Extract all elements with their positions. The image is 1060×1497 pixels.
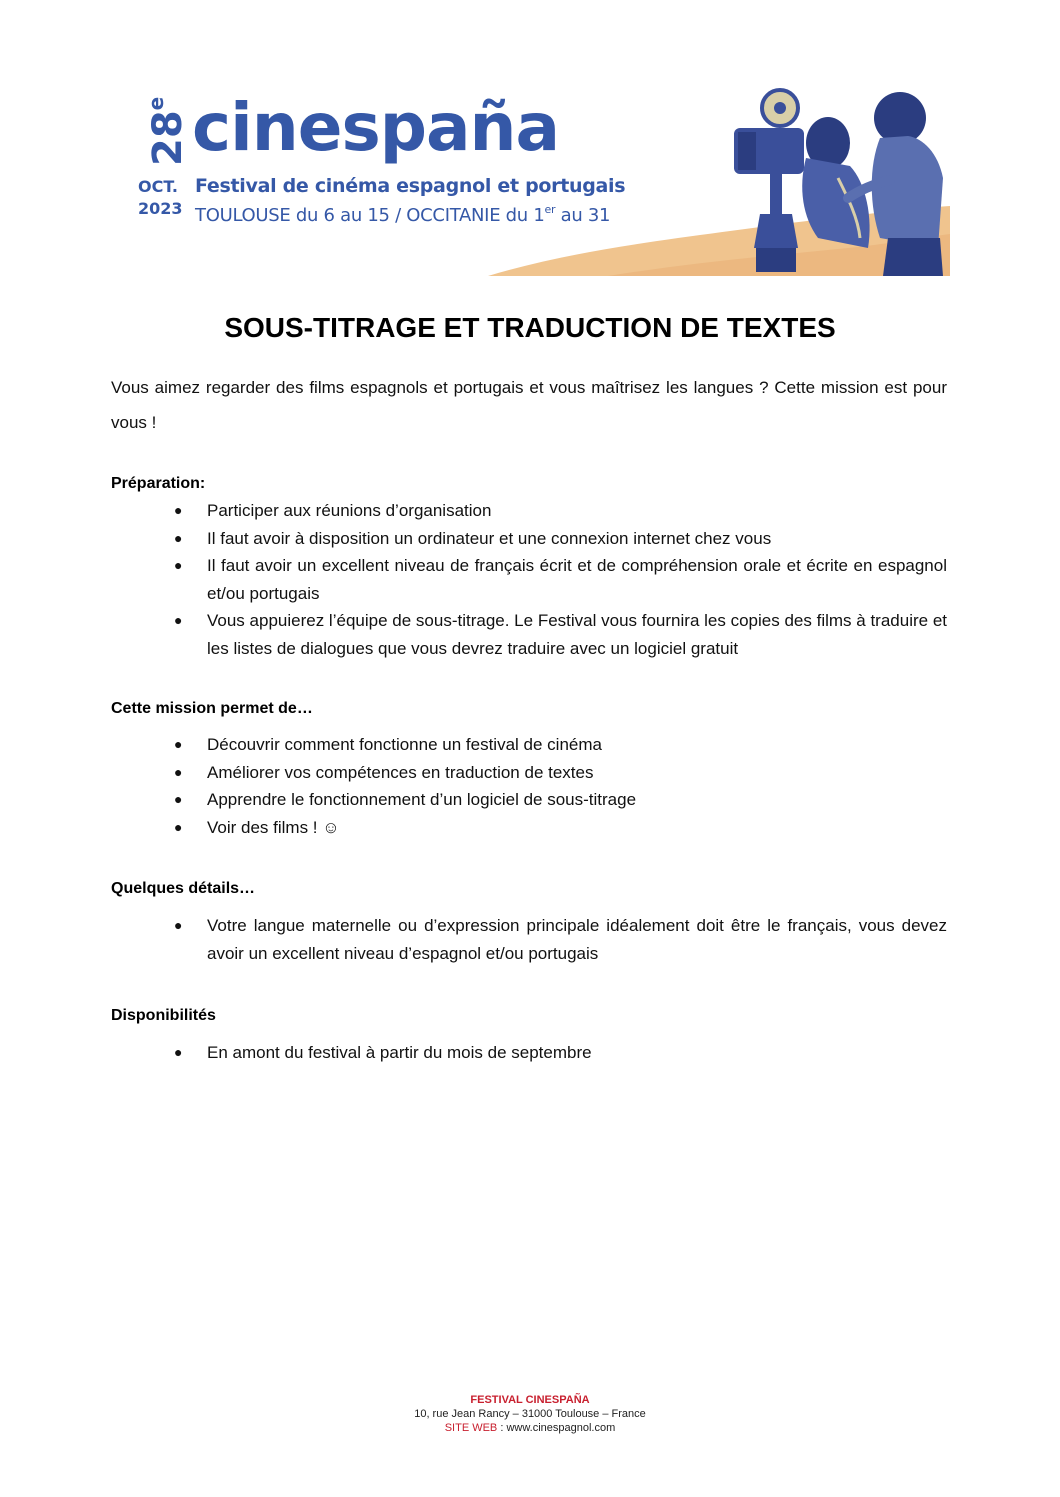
edition-badge <box>132 96 191 166</box>
footer-web-label: SITE WEB <box>444 1422 498 1434</box>
preparation-list <box>111 497 947 662</box>
edition-suffix: e <box>144 96 168 111</box>
footer-web-link[interactable]: www.cinespagnol.com <box>506 1422 616 1434</box>
bullet-icon: ● <box>174 1044 183 1060</box>
availability-list <box>111 1039 947 1067</box>
bullet-icon: ● <box>174 529 183 546</box>
festival-photo-illustration <box>488 88 950 276</box>
edition-number: 28 <box>145 110 191 166</box>
section-heading-preparation: Préparation: <box>111 475 206 492</box>
list-item: ● Votre langue maternelle ou d’expression principale idéalement doit être le français, vous devez avoir un excellent niveau d’espagnol et/ou portugais <box>111 912 947 967</box>
page-footer <box>0 1393 1060 1435</box>
intro-paragraph: Vous aimez regarder des films espagnols et portugais et vous maîtrisez les langues ? Cette mission est pour vous ! <box>111 378 947 432</box>
bullet-icon: ● <box>174 502 183 518</box>
list-item: ● Vous appuierez l’équipe de sous-titrage. Le Festival vous fournira les copies des films à traduire et les listes de dialogues que vous devrez traduire avec un logiciel gratuit <box>111 607 947 662</box>
festival-year: 2023 <box>138 199 183 218</box>
mission-list <box>111 731 947 841</box>
festival-logo-text: cinespaña <box>192 89 560 166</box>
list-item: ● En amont du festival à partir du mois de septembre <box>111 1039 947 1067</box>
bullet-icon: ● <box>174 791 183 807</box>
festival-tagline: Festival de cinéma espagnol et portugais <box>195 175 626 197</box>
festival-dates: TOULOUSE du 6 au 15 / OCCITANIE du 1er au 31 <box>195 203 611 226</box>
festival-month: OCT. <box>138 177 178 196</box>
list-item: ● Participer aux réunions d’organisation <box>111 497 947 525</box>
bullet-icon: ● <box>174 736 183 752</box>
list-item: ● Découvrir comment fonctionne un festival de cinéma <box>111 731 947 759</box>
list-item: ● Il faut avoir un excellent niveau de français écrit et de compréhension orale et écrite en espagnol et/ou portugais <box>111 552 947 607</box>
bullet-icon: ● <box>174 612 183 628</box>
bullet-icon: ● <box>174 818 183 835</box>
bullet-icon: ● <box>174 917 183 933</box>
bullet-icon: ● <box>174 557 183 573</box>
list-item: ● Voir des films ! ☺ <box>111 814 947 842</box>
list-item: ● Il faut avoir à disposition un ordinateur et une connexion internet chez vous <box>111 525 947 553</box>
list-item: ● Améliorer vos compétences en traduction de textes <box>111 759 947 787</box>
footer-address: 10, rue Jean Rancy – 31000 Toulouse – France <box>414 1408 646 1420</box>
section-heading-mission: Cette mission permet de… <box>111 700 313 717</box>
section-heading-details: Quelques détails… <box>111 880 256 897</box>
bullet-icon: ● <box>174 763 183 780</box>
footer-org: FESTIVAL CINESPAÑA <box>470 1394 590 1406</box>
section-heading-availability: Disponibilités <box>111 1007 216 1024</box>
details-list <box>111 912 947 967</box>
footer-web: SITE WEB : www.cinespagnol.com <box>444 1422 616 1434</box>
list-item: ● Apprendre le fonctionnement d’un logiciel de sous-titrage <box>111 786 947 814</box>
page-title: SOUS-TITRAGE ET TRADUCTION DE TEXTES <box>224 312 836 343</box>
